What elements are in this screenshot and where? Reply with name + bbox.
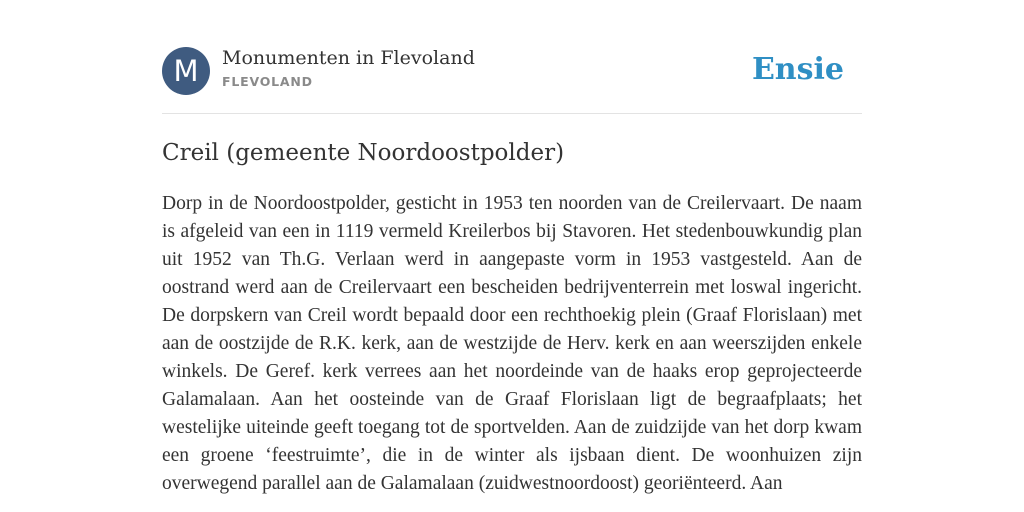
- avatar[interactable]: M: [162, 47, 210, 95]
- article-title: Creil (gemeente Noordoostpolder): [162, 140, 565, 166]
- collection-subtitle[interactable]: FLEVOLAND: [222, 74, 313, 89]
- header: [162, 46, 862, 96]
- article-body: Dorp in de Noordoostpolder, gesticht in 1953 ten noorden van de Creilervaart. De naam is afgeleid van een in 1119 vermeld Kreilerbos bij Stavoren. Het stedenbouwkundig plan uit 1952 van Th.G. Verlaan werd in aangepaste vorm in 1953 vastgesteld. Aan de oostrand werd aan de Creilervaart een bescheiden bedrijventerrein met loswal ingericht. De dorpskern van Creil wordt bepaald door een rechthoekig plein (Graaf Florislaan) met aan de oostzijde de R.K. kerk, aan de westzijde de Herv. kerk en aan weerszijden enkele winkels. De Geref. kerk verrees aan het noordeinde van de haaks erop geprojecteerde Galamalaan. Aan het oosteinde van de Graaf Florislaan ligt de begraafplaats; het westelijke uiteinde geeft toegang tot de sportvelden. Aan de zuidzijde van het dorp kwam een groene ‘feestruimte’, die in de winter als ijsbaan dient. De woonhuizen zijn overwegend parallel aan de Galamalaan (zuidwestnoordoost) georiënteerd. Aan: [162, 193, 862, 494]
- collection-title[interactable]: Monumenten in Flevoland: [222, 47, 475, 69]
- divider: [162, 113, 862, 114]
- brand-logo[interactable]: Ensie: [751, 52, 844, 87]
